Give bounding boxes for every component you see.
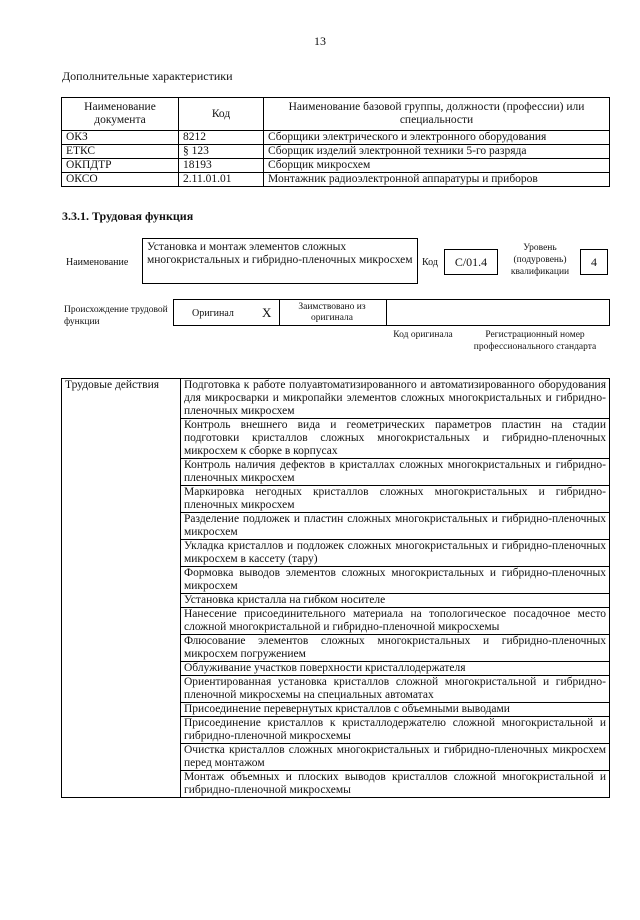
action-item: Ориентированная установка кристаллов сложной многокристальной и гибридно-пленочной микросхемы на специальных автоматах <box>181 676 610 703</box>
reg-number-label: Регистрационный номер профессионального стандарта <box>473 330 597 352</box>
function-code-box: C/01.4 <box>444 249 498 275</box>
level-label: Уровень (подуровень) квалификации <box>510 243 570 277</box>
table-row <box>62 131 610 145</box>
action-item: Контроль наличия дефектов в кристаллах сложных многокристальных и гибридно-пленочных микросхем <box>181 459 610 486</box>
actions-table <box>61 378 610 798</box>
cell-code: 2.11.01.01 <box>179 173 264 187</box>
table-row <box>62 145 610 159</box>
original-label: Оригинал <box>192 308 234 319</box>
cell-code: 18193 <box>179 159 264 173</box>
col-header-document: Наименование документа <box>62 98 179 131</box>
action-item: Маркировка негодных кристаллов сложных многокристальных и гибридно-пленочных микросхем <box>181 486 610 513</box>
action-item: Формовка выводов элементов сложных многокристальных и гибридно-пленочных микросхем <box>181 567 610 594</box>
origin-label: Происхождение трудовой функции <box>64 305 168 327</box>
table-row <box>62 379 610 419</box>
actions-label: Трудовые действия <box>62 379 181 798</box>
origin-row <box>173 299 610 326</box>
action-item: Укладка кристаллов и подложек сложных многокристальных и гибридно-пленочных микросхем в кассету (тару) <box>181 540 610 567</box>
divider <box>386 300 387 325</box>
name-label: Наименование <box>66 257 129 268</box>
original-mark: X <box>262 305 272 320</box>
cell-name: Сборщик микросхем <box>264 159 610 173</box>
cell-doc: ЕТКС <box>62 145 179 159</box>
action-item: Присоединение перевернутых кристаллов с объемными выводами <box>181 703 610 717</box>
cell-doc: ОКЗ <box>62 131 179 145</box>
col-header-code: Код <box>179 98 264 131</box>
table-row <box>62 159 610 173</box>
action-item: Установка кристалла на гибком носителе <box>181 594 610 608</box>
code-original-label: Код оригинала <box>393 330 453 340</box>
function-heading: 3.3.1. Трудовая функция <box>62 209 194 223</box>
action-item: Очистка кристаллов сложных многокристальных и гибридно-пленочных микросхем перед монтажом <box>181 744 610 771</box>
divider <box>279 300 280 325</box>
action-item: Подготовка к работе полуавтоматизированного и автоматизированного оборудования для микросварки и микропайки элементов сложных многокристальных и гибридно-пленочных микросхем <box>181 379 610 419</box>
page-number: 13 <box>314 34 326 48</box>
action-item: Облуживание участков поверхности кристаллодержателя <box>181 662 610 676</box>
table-header-row <box>62 98 610 131</box>
action-item: Присоединение кристаллов к кристаллодержателю сложной многокристальной и гибридно-пленочной микросхемы <box>181 717 610 744</box>
action-item: Нанесение присоединительного материала на топологическое посадочное место сложной многокристальной и гибридно-пленочной микросхемы <box>181 608 610 635</box>
action-item: Разделение подложек и пластин сложных многокристальных и гибридно-пленочных микросхем <box>181 513 610 540</box>
cell-name: Сборщик изделий электронной техники 5-го разряда <box>264 145 610 159</box>
cell-name: Монтажник радиоэлектронной аппаратуры и приборов <box>264 173 610 187</box>
additional-table <box>61 97 610 187</box>
level-box: 4 <box>580 249 608 275</box>
cell-doc: ОКПДТР <box>62 159 179 173</box>
table-row <box>62 173 610 187</box>
action-item: Монтаж объемных и плоских выводов кристаллов сложной многокристальной и гибридно-пленочной микросхемы <box>181 771 610 798</box>
col-header-group: Наименование базовой группы, должности (профессии) или специальности <box>264 98 610 131</box>
function-name-box: Установка и монтаж элементов сложных многокристальных и гибридно-пленочных микросхем <box>142 238 418 284</box>
cell-code: 8212 <box>179 131 264 145</box>
cell-name: Сборщики электрического и электронного оборудования <box>264 131 610 145</box>
action-item: Флюсование элементов сложных многокристальных и гибридно-пленочных микросхем погружением <box>181 635 610 662</box>
additional-title: Дополнительные характеристики <box>62 69 233 83</box>
borrowed-label: Заимствовано из оригинала <box>298 302 366 323</box>
code-label: Код <box>422 257 438 268</box>
cell-doc: ОКСО <box>62 173 179 187</box>
action-item: Контроль внешнего вида и геометрических параметров пластин на стадии подготовки кристаллов сложных многокристальных и гибридно-пленочных микросхем к сборке в корпусах <box>181 419 610 459</box>
cell-code: § 123 <box>179 145 264 159</box>
